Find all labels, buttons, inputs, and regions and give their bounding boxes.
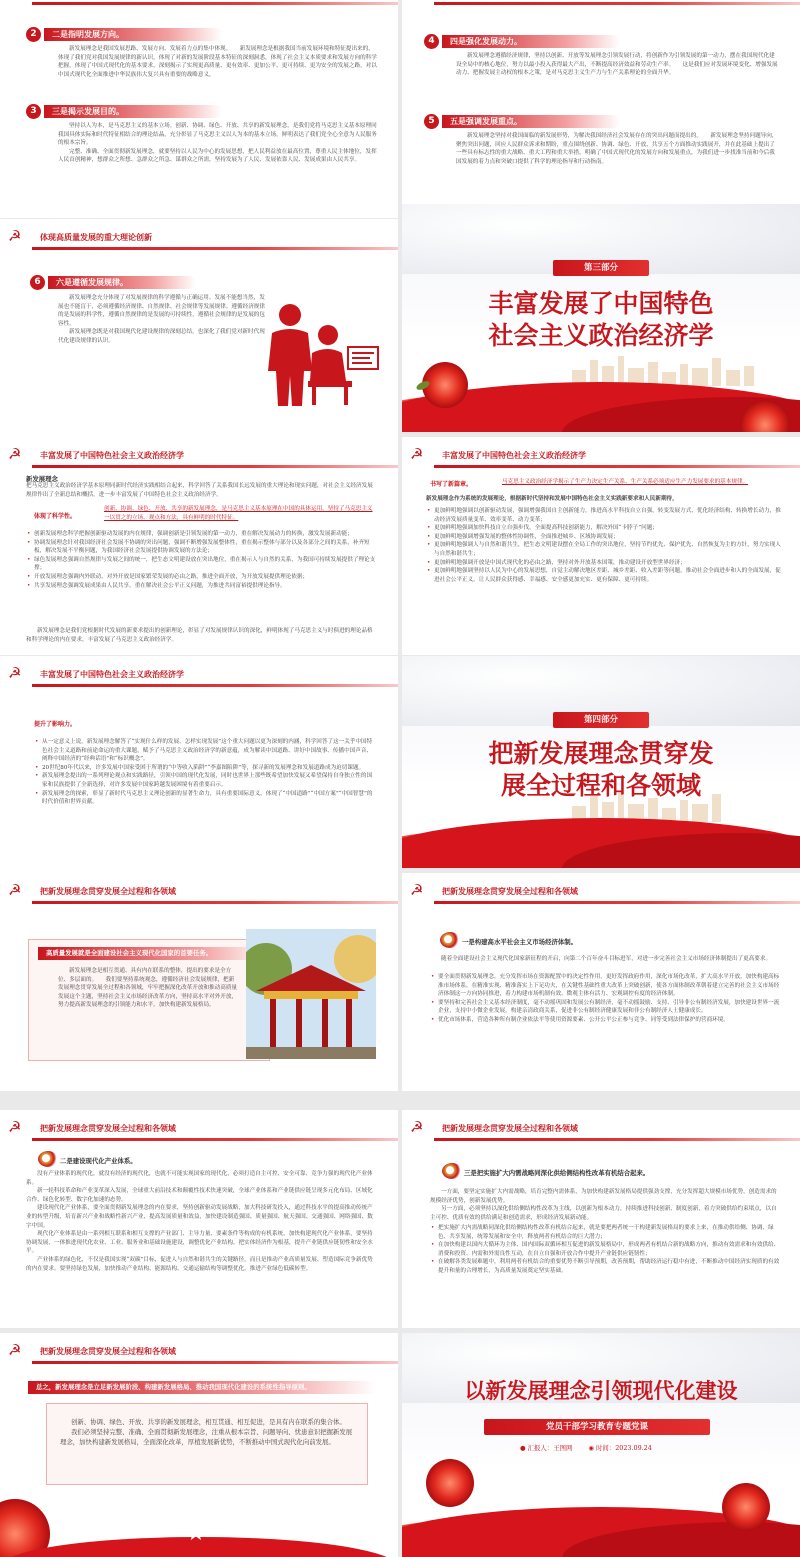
closing-subtitle: 党员干部学习教育专题党课 [484,1419,710,1435]
section-text: 新发展理念遵循经济规律，坚持以创新、开放等发展理念引领发展行动，将创新作为引领发展的第一动力，摆在我国现代化建设全局中的核心地位，努力以最小投入获得最大产出，不断提高经济效益和劳动生产率。 这是我们应对发展环境变化、增强发展动力、把握发展主动权的根本之策，是对马克思主义生产力与生产关系理论的全面升华。 [456,53,778,77]
section-text: 坚持以人为本，是马克思主义的基本立场。创新、协调、绿色、开放、共享的新发展理念，是我们党将马克思主义基本原理同我国具体实际和时代特征相结合的理论结晶，充分彰显了马克思主义以人为本的基本立场，鲜明表达了我们党全心全意为人民服务的根本宗旨。 完整、准确、全面贯彻新发展理念，就要坚持以人民为中心的发展思想，把人民利益放在最高位置，尊重人民主体地位，发挥人民首创精神，想群众之所想、急群众之所急、谋群众之所需，坚持发展为了人民、发展依靠人民、发展成果由人民共享。 [58,123,377,164]
quote-text: 创新、协调、绿色、开放、共享的新发展理念，是马克思主义基本原理在中国的具体运用，坚持了马克思主义一以贯之的立场、观点和方法，具有鲜明的时代特征。 [104,506,373,521]
intro-text: 新发展理念作为系统的发展理论，根据新时代坚持和发展中国特色社会主义实践新要求和人民新期待， [426,496,678,502]
bullet-list [26,530,378,590]
box-text: 新发展理念是相互贯通、具有内在联系的整体，提出的要求是全方位、多层面的。 我们要坚持系统观念，遵循经济社会发展规律，把新发展理念贯穿发展全过程和各领域，牢牢把握深化改革开放和推动高质量发展这个主题，坚持社会主义市场经济改革方向，坚持高水平对外开放，努力提高新发展理念的引领能力和水平，加快构建新发展格局。 [58,968,238,1009]
slide-header [0,437,398,471]
party-emblem-icon: ☭ [410,1118,424,1136]
list-item: • 更加鲜明地强调人与自然和谐共生，把生态文明建设摆在全局工作的突出地位，坚持节约优先、保护优先、自然恢复为主的方针，努力实现人与自然和谐共生； [426,541,782,558]
header-rule [32,901,398,904]
header-title: 把新发展理念贯穿发展全过程和各领域 [442,1123,578,1133]
slide-header [0,1333,398,1367]
slide-header [0,1110,398,1144]
subheading: 新发展理念 [26,475,58,483]
slide-8-section-cover [402,656,800,868]
header-rule [32,1138,398,1141]
peony-icon [426,1459,474,1507]
header-rule [434,465,800,468]
list-item: • 新发展理念的探索，彰显了新时代马克思主义理论创新的显著生命力，具有重要国际意义，体现了“中国道路”“中国方案”“中国智慧”的时代价值和世界贡献。 [34,790,376,807]
intro-text: 一方面，要坚定实施扩大内需战略，培育完整内需体系，为加快构建新发展格局提供强劲支撑，充分发挥超大规模市场优势，创造需求的规模经济优势，创新发展优势。 另一方面，必须坚持以深化供给侧结构性改革为主线，以创新为根本动力，持续推进科技创新、制度创新，着力突破供给约束堵点，以自主可控、优质有效的供给满足和创造需求，形成经济发展新动能。 [430,1189,777,1221]
presenter-row [520,1443,652,1452]
party-emblem-icon: ☭ [8,664,22,682]
quote-text: 马克思主义政治经济学揭示了生产力决定生产关系、生产关系必须适应生产力发展要求的基本规律。 [502,479,749,485]
slide-11 [0,1110,398,1328]
section-text: 新发展理念是我国发展思路、发展方向、发展着力点的集中体现。 新发展理念是根据我国当前发展环境和特征提出来的，体现了我们党对我国发展规律的新认识，体现了对新的发展阶段基本特征的深刻洞悉，体现了社会主义本质要求和发展方向的科学把握。体现了中国式现代化的基本要求，深刻揭示了实现更高质量、更有效率、更加公平、更可持续、更为安全的发展之路，对以中国式现代化全面推进中华民族伟大复兴具有重要的战略意义。 [58,46,377,78]
slide-header [0,0,398,8]
point-title: 提升了影响力。 [34,721,77,728]
list-item: • 协调发展理念针对我国经济社会发展不协调的突出问题，强调不断增强发展整体性，重在揭示整体与部分以及各部分之间的关系，补齐短板，解决发展不平衡问题，为我国经济社会发展提供协调发展的方法论； [26,539,378,556]
list-item: • 从一定意义上说，新发展理念解答了“实现什么样的发展、怎样实现发展”这个重大问题以更为深刻的内涵，科学回答了这一关乎中国特色社会主义道路和前途命运的重大课题，赋予了马克思主义政治经济学的新意蕴，成为解读中国道路、讲好中国故事、传播中国声音、阐释中国经济的“经典话语”和“标识概念”。 [34,738,376,764]
slide-1 [0,0,398,218]
party-emblem-icon: ☭ [8,445,22,463]
list-item: • 在破解各类发展难题中，利用两者有机结合的重要优势不断引导预期，改善预期，帮助经济运行稳中有进，不断推动中国经济实现质的有效提升和量的合理增长，为高质量发展奠定坚实基础。 [430,1258,782,1275]
point-title: 书写了新篇章。 [430,481,473,488]
peony-icon [722,1483,770,1531]
presenter-name: 汇报人：王图网 [527,1444,573,1452]
closing-title: 以新发展理念引领现代化建设 [464,1378,738,1403]
slide-header [402,0,800,8]
section-number: 2 [26,27,41,42]
section-text: 新发展理念坚持对我国面临的新发展形势，为解决我国经济社会发展存在的突出问题而提出的。 新发展理念坚持问题导向，聚焦突出问题，回应人民群众诉求和期盼，重点围绕创新、协调、绿色、开放、共享五个方面推动实践展开，并在此基础上提出了一些具有标志性的重大战略、重大工程和重大举措，明确了中国式现代化的发展方向和发展重点，为我们进一步找准当前和今后我国发展的着力点和突破口提供了科学的理论指导和行动指南。 [456,133,778,165]
list-item: • 共享发展理念强调发展成果由人民共享，重在解决社会公平正义问题，为推进共同富裕提供理论指导。 [26,582,378,591]
section-text: 新发展理念充分体现了对发展规律的科学遵循与正确运用。发展不能想当然，发展也不能盲干，必须遵循经济规律、自然规律、社会规律等发展规律。遵循经济规律的是发展的科学性，遵循自然规律的是发展的可持续性，遵循社会规律的是发展的包容性。 新发展理念既是对我国现代化建设规律的深刻总结，也深化了我们党对新时代现代化建设规律的认识。 [58,295,265,344]
section-title: 六是遵循发展规律。 [48,276,196,289]
party-emblem-icon: ☭ [8,1341,22,1359]
header-title: 丰富发展了中国特色社会主义政治经济学 [442,450,586,460]
section-number: 5 [424,114,439,129]
header-rule [434,2,800,5]
list-item: • 创新发展理念科学把握创新驱动发展的内在规律，强调创新是引领发展的第一动力，重在解决发展动力的转换，激发发展新动能； [26,530,378,539]
list-item: • 把实施扩大内需战略同深化供给侧结构性改革有机结合起来，就是要把两者统一于构建新发展格局的要求上来，在推动供给侧、协调、绿色、共享发展，统筹发展和安全中，释放两者有机结合的巨大潜力； [430,1224,782,1241]
header-rule [32,2,398,5]
slide-6 [402,437,800,655]
slide-12 [402,1110,800,1328]
header-title: 丰富发展了中国特色社会主义政治经济学 [40,450,184,460]
user-icon: ● [520,1444,526,1452]
list-item: • 20世纪80年代以来，许多发展中国家受困于所谓的“中等收入陷阱”“李嘉图陷阱”等，探寻新的发展理念和发展道路成为迫切课题。 [34,764,376,773]
pavilion-photo [246,929,376,1059]
list-item: • 更加鲜明地强调增强发展的整体性协调性，全面推进城乡、区域协调发展； [426,533,782,542]
section-title: 二是指明发展方向。 [44,28,222,41]
slide-5 [0,437,398,655]
slide-14-closing-cover [402,1333,800,1557]
header-rule [32,465,398,468]
box-title: 高质量发展就是全面建设社会主义现代化国家的首要任务。 [38,947,270,960]
clock-icon: ◉ [588,1444,594,1452]
list-item: • 更加鲜明地强调以创新驱动发展，强调增强我国自主创新能力，推进高水平科技自立自强，转变发展方式、优化经济结构、转换增长动力，推动经济发展质量变革、效率变革、动力变革； [426,507,782,524]
star-icon: ★ [186,1521,206,1546]
list-item: • 更加鲜明地强调开放是中国式现代化的必由之路，坚持对外开放基本国策，推动建设开放型世界经济； [426,559,782,568]
list-item: • 在加快构建以国内大循环为主体、国内国际双循环相互促进的新发展格局中，形成两者有机结合新的战略方向，推动有效需求和有效供给、消费和投资、内需和外需良性互动，在自立自强和开放合作中提升产业链供应链韧性； [430,1241,782,1258]
list-item: • 更加鲜明地强调加快科技自立自强步伐，全面提高科技创新能力，解决外国“卡脖子”问题； [426,524,782,533]
slide-header [0,873,398,907]
section-title-line2: 社会主义政治经济学 [488,321,714,350]
summary-banner: 总之，新发展理念是立足新发展阶段、构建新发展格局、推动我国现代化建设的系统性指导原则。 [28,1381,376,1394]
bullet-list [430,973,782,1025]
header-rule [32,247,398,250]
presentation-date: 时间：2023.09.24 [596,1444,652,1452]
section-title: 四是强化发展动力。 [442,35,620,48]
header-rule [434,901,800,904]
section-number: 6 [30,275,45,290]
bullet-list [426,507,782,584]
point-title: 一是构建高水平社会主义市场经济体制。 [462,938,578,946]
header-rule [32,684,398,687]
slide-10 [402,873,800,1091]
point-title: 二是建设现代化产业体系。 [60,1157,137,1165]
list-item: • 更加鲜明地强调坚持以人民为中心的发展思想，自觉主动解决地区差距、城乡差距、收入差距等问题，推动社会全面进步和人的全面发展，促进社会公平正义，让人民群众获得感、幸福感、安全感更加充实、更有保障、更可持续。 [426,567,782,584]
slide-3 [0,219,398,437]
bullet-list [34,738,376,807]
list-item: • 绿色发展理念强调自然规律与发展之间的统一，把生态文明建设放在突出地位，重在揭示人与自然的关系，为我国可持续发展提供了理论支撑； [26,556,378,573]
section-text: 没有产业体系的现代化，就没有经济的现代化，也就不可能实现国家的现代化，必须打造自主可控、安全可靠、竞争力强的现代化产业体系。 新一轮科技革命和产业变革深入发展，全球重大前沿技术和颠覆性技术快速突破，全球产业体系和产业链供应链呈现多元化布局、区域化合作、绿色化转型、数字化加速的态势。 建设现代化产业体系，要全面贯彻新发展理念的内在要求，坚持创新驱动发展战略，加大科技研发投入，通过科技水平的提高推动传统产业的转型升级，培育新兴产业和战略性新兴产业，提高发展质量和效益，加快建设制造强国、质量强国、航天强国、交通强国、网络强国、数字中国。 现代化产业体系是由一系列相互联系和相互支撑的产业部门、主导力量、要素条件等构成的有机系统。加快构建现代化产业体系，要坚持协调发展，一体推进现代化农业、工业、服务业和基础设施建设，调整优化产业结构，把实体经济作为根基，提升产业链供应链韧性和安全水平。 产业体系的绿色化，不仅是我国实现“双碳”目标，促进人与自然和谐共生的关键路径，而且是推动产业高质量发展、塑造国际竞争新优势的内在要求。要坚持绿色发展，加快推动产业结构、能源结构、交通运输结构等调整优化，推进产业绿色低碳转型。 [26,1171,373,1272]
header-rule [32,1361,398,1364]
header-title: 把新发展理念贯穿发展全过程和各领域 [442,886,578,896]
section-title-line1: 把新发展理念贯穿发 [488,739,714,768]
slide-2 [402,0,800,218]
slide-header [402,437,800,471]
header-title: 把新发展理念贯穿发展全过程和各领域 [40,886,176,896]
slide-7 [0,656,398,874]
header-title: 把新发展理念贯穿发展全过程和各领域 [40,1123,176,1133]
party-emblem-icon: ☭ [410,445,424,463]
point-title: 三是把实施扩大内需战略同深化供给侧结构性改革有机结合起来。 [464,1169,650,1177]
list-item: • 优化市场体系，营造各种所有制企业依法平等使用资源要素、公开公平公正参与竞争、同等受到法律保护的营商环境。 [430,1016,782,1025]
slide-header [0,219,398,253]
party-emblem-icon: ☭ [8,1118,22,1136]
slide-13 [0,1333,398,1557]
section-number: 4 [424,34,439,49]
closing-text: 新发展理念是我们党根据时代发展的新要求提出的创新理论，彰显了对发展规律认识的深化，鲜明体现了马克思主义与时俱进的理论品格和科学理论的内在要求，丰富发展了马克思主义政治经济学。 [26,628,373,643]
discussion-illustration [262,301,382,411]
section-badge: 第三部分 [553,260,649,276]
intro-text: 随着全面建设社会主义现代化国家新征程的开启，向第二个百年奋斗目标进军，对进一步完善社会主义市场经济体制提出了更高要求。 [441,956,772,962]
section-title: 三是揭示发展目的。 [44,105,222,118]
header-title: 丰富发展了中国特色社会主义政治经济学 [40,669,184,679]
section-title: 五是强调发展重点。 [442,115,620,128]
section-badge: 第四部分 [553,712,649,728]
party-emblem-icon: ☭ [8,881,22,899]
party-emblem-icon: ☭ [8,227,22,245]
section-title-line1: 丰富发展了中国特色 [488,289,714,318]
header-title: 体现高质量发展的重大理论创新 [40,232,152,242]
slide-header [402,873,800,907]
list-item: • 要全面贯彻新发展理念，充分发挥市场在资源配置中的决定性作用，更好发挥政府作用，深化市场化改革，扩大高水平开放，加快构建高标准市场体系，在精准实现、精准落实上下足功夫，在关键性基础性重大改革上突破创新，使各方面体制改革朝着建立完善的社会主义市场经济体制这一方向协同推进，着力构建市场机制有效、微观主体有活力、宏观调控有度的经济体制。 [430,973,782,999]
slide-header [402,1110,800,1144]
section-title-line2: 展全过程和各领域 [500,771,701,800]
intro-text: 把马克思主义政治经济学基本原理同新时代经济实践相结合起来，科学回答了关系我国长远发展的重大理论和现实问题，对社会主义经济发展规律作出了全新总结和概括，进一步丰富发展了中国特色社会主义政治经济学。 [26,483,373,498]
section-number: 3 [26,104,41,119]
slide-9 [0,873,398,1091]
slide-header [0,656,398,690]
bullet-list [430,1224,782,1276]
point-title: 体现了科学性。 [34,513,77,520]
summary-text: 创新、协调、绿色、开放、共享的新发展理念，相互贯通、相互促进，是具有内在联系的集合体。 我们必须坚持完整、准确、全面贯彻新发展理念，注重从根本宗旨、问题导向、忧患意识把握新发展理念，加快构建新发展格局，全面深化改革，厚植发展新优势，不断推动中国式现代化向前发展。 [60,1418,353,1446]
list-item: • 新发展理念提出的一系列理论观点和实践路径，引领中国的现代化发展，同时也世界上那些既希望加快发展又希望保持自身独立性的国家和民族提供了全新选择，对许多发展中国家跨越发展困境有着重要启示。 [34,772,376,789]
header-title: 把新发展理念贯穿发展全过程和各领域 [40,1346,176,1356]
party-emblem-icon: ☭ [410,881,424,899]
list-item: • 要坚持和完善社会主义基本经济制度，毫不动摇巩固和发展公有制经济，毫不动摇鼓励、支持、引导非公有制经济发展，加快建设世界一流企业，支持中小微企业发展，构建亲清政商关系，促进非公有制经济健康发展和非公有制经济人士健康成长。 [430,999,782,1016]
list-item: • 开放发展理念强调内外联动，对外开放是国家繁荣发展的必由之路，推进全面开放，为开放发展提供理论依据； [26,573,378,582]
header-rule [434,1138,800,1141]
slide-4-section-cover [402,204,800,432]
